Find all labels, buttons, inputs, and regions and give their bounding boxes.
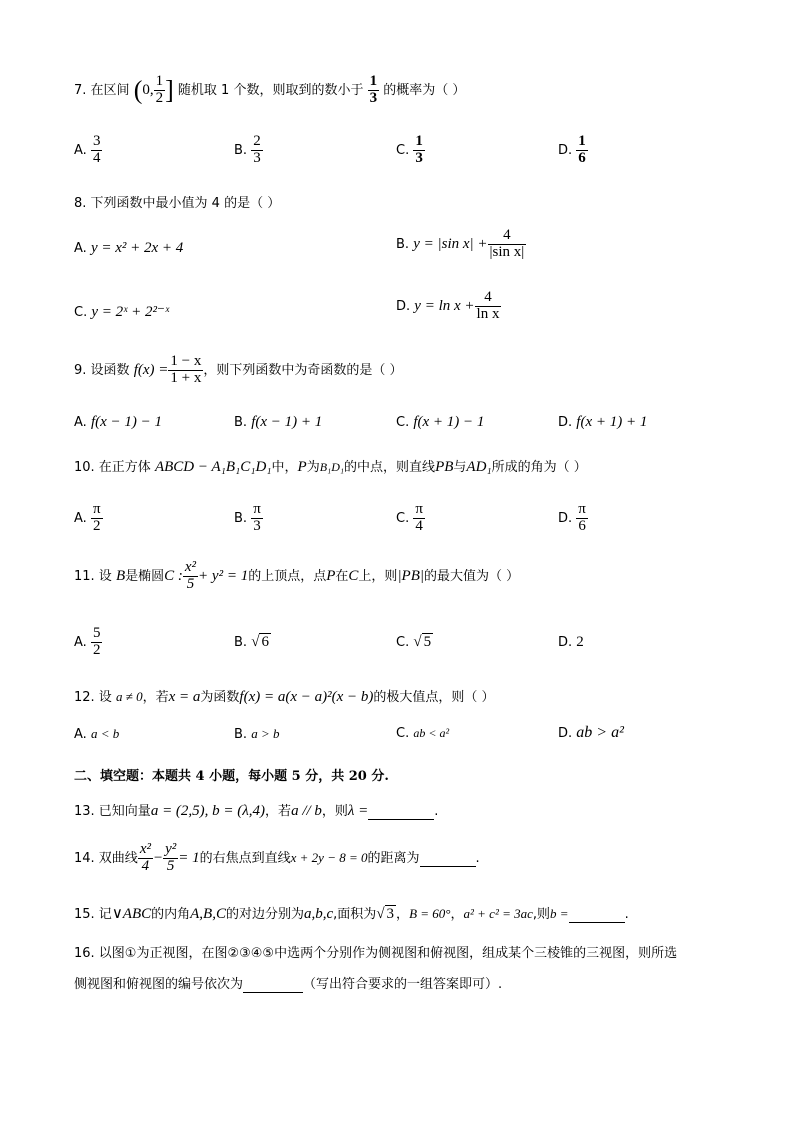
question-15: 15. 记∨ABC的内角A,B,C的对边分别为a,b,c,面积为√ 3 ，B = 60°，a² + c² = 3ac,则b = . [74, 906, 629, 922]
q16-answer-blank[interactable] [243, 977, 303, 993]
question-16-line-2: 侧视图和俯视图的编号依次为 （写出符合要求的一组答案即可）. [74, 977, 503, 992]
q14-answer-blank[interactable] [420, 851, 476, 867]
q7-option-a[interactable]: A. $\frac{3}{4}$ [74, 133, 101, 166]
q8-option-a[interactable]: A. y = x² + 2x + 4 [74, 240, 184, 256]
q7-interval-frac: $\frac{1}{2}$ [155, 73, 164, 106]
q7-option-d[interactable]: D. $\frac{1}{6}$ [558, 133, 586, 166]
q9-option-d[interactable]: D. f(x + 1) + 1 [558, 414, 648, 430]
q9-option-c[interactable]: C. f(x + 1) − 1 [396, 414, 485, 430]
q10-option-b[interactable]: B. $\frac{\pi}{3}$ [234, 501, 261, 534]
q11-option-b[interactable]: B. √ 6 [234, 634, 269, 650]
question-9: 9. 设函数 f(x) = $\frac{1 - x}{1 + x}$ ，则下列函数中为奇函数的是（ ） [74, 353, 403, 386]
q7-interval: ( [133, 75, 143, 105]
question-11: 11. 设 B是椭圆C : $\frac{\text{x²}}{5}$ + y² = 1的上顶点，点P在C上，则|PB|的最大值为（ ） [74, 559, 520, 592]
q7-option-b[interactable]: B. $\frac{2}{3}$ [234, 133, 261, 166]
section-heading-fill-blank: 二、填空题：本题共 4 小题，每小题 5 分，共 20 分. [74, 769, 389, 784]
q12-option-a[interactable]: A. a < b [74, 726, 120, 742]
question-7: 7. 在区间 (0, $\frac{1}{2}$ ] 随机取 1 个数，则取到的数小于 $\frac{1}{3}$ 的概率为（ ） [74, 73, 466, 106]
q7-interval-open: 0, [142, 81, 154, 98]
question-8: 8. 下列函数中最小值为 4 的是（ ） [74, 196, 281, 211]
q11-option-c[interactable]: C. √ 5 [396, 634, 432, 650]
q11-option-a[interactable]: A. $\frac{5}{2}$ [74, 625, 101, 658]
q12-option-d[interactable]: D. ab > a² [558, 724, 624, 741]
question-14: 14. 双曲线 $\frac{\text{x²}}{4}$ − $\frac{\text{y²}}{5}$ = 1的右焦点到直线x + 2y − 8 = 0的距离为 . [74, 841, 480, 874]
q10-option-c[interactable]: C. $\frac{\pi}{4}$ [396, 501, 423, 534]
q11-option-d[interactable]: D. 2 [558, 634, 584, 650]
q8-option-b[interactable]: B. y = |sin x| + $\frac{4}{\text{|sin x|}}$ [396, 227, 525, 260]
q8-option-c[interactable]: C. y = 2ˣ + 2²⁻ˣ [74, 304, 170, 320]
q7-stem-c: 的概率为（ ） [383, 82, 466, 98]
q10-option-a[interactable]: A. $\frac{\pi}{2}$ [74, 501, 101, 534]
q15-answer-blank[interactable] [569, 907, 625, 923]
q7-stem-a: 7. 在区间 [74, 82, 130, 98]
question-13: 13. 已知向量a = (2,5), b = (λ,4)，若a // b，则λ = . [74, 803, 439, 819]
question-10: 10. 在正方体 ABCD − A₁B₁C₁D₁中，P为B₁D₁的中点，则直线PB与AD₁所成的角为（ ） [74, 459, 587, 475]
q7-third-frac: $\frac{1}{3}$ [369, 73, 378, 106]
q7-stem-b: 随机取 1 个数，则取到的数小于 [177, 82, 364, 98]
q9-option-b[interactable]: B. f(x − 1) + 1 [234, 414, 323, 430]
question-12: 12. 设 a ≠ 0，若x = a为函数f(x) = a(x − a)²(x − b)的极大值点，则（ ） [74, 689, 495, 705]
q12-option-b[interactable]: B. a > b [234, 726, 280, 742]
q7-option-c[interactable]: C. $\frac{1}{3}$ [396, 133, 423, 166]
q8-option-d[interactable]: D. y = ln x + $\frac{4}{\text{ln x}}$ [396, 289, 500, 322]
q9-option-a[interactable]: A. f(x − 1) − 1 [74, 414, 162, 430]
q12-option-c[interactable]: C. ab < a² [396, 726, 450, 741]
question-16-line-1: 16. 以图①为正视图，在图②③④⑤中选两个分别作为侧视图和俯视图，组成某个三棱锥的三视图，则所选 [74, 946, 678, 961]
q10-option-d[interactable]: D. $\frac{\pi}{6}$ [558, 501, 586, 534]
q13-answer-blank[interactable] [368, 804, 434, 820]
